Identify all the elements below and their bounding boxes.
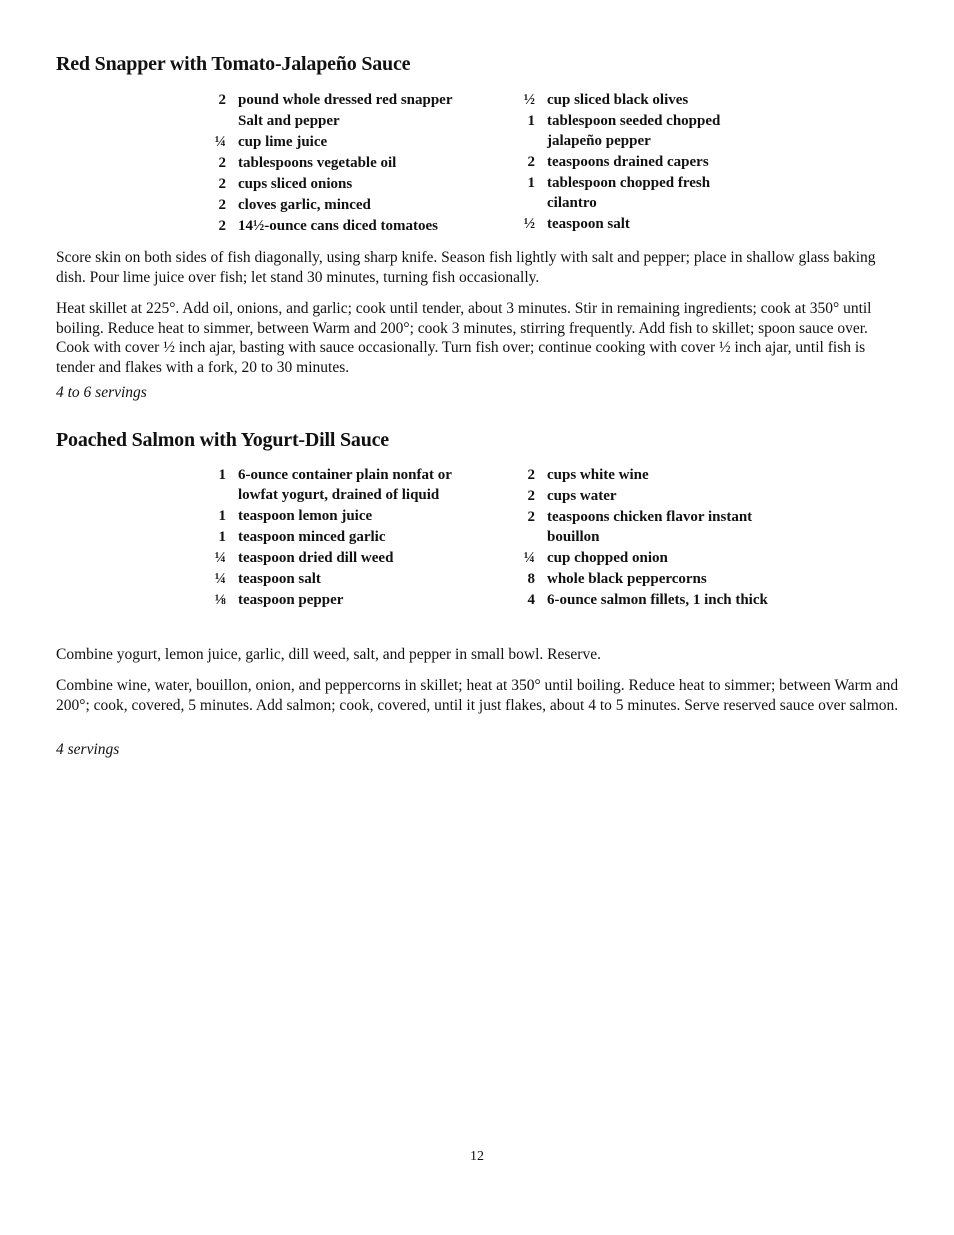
ingredient-text: cloves garlic, minced (238, 197, 371, 213)
ingredient-text: teaspoon lemon juice (238, 508, 373, 524)
ingredients-right-red-snapper (509, 90, 744, 235)
ingredient-text: teaspoon salt (238, 571, 321, 587)
ingredient-qty: 8 (527, 571, 535, 587)
recipe-step: Combine yogurt, lemon juice, garlic, dill weed, salt, and pepper in small bowl. Reserve. (56, 646, 601, 663)
ingredient-text: pound whole dressed red snapper (238, 92, 453, 108)
ingredient-item (200, 216, 460, 236)
recipe-title-red-snapper: Red Snapper with Tomato-Jalapeño Sauce (56, 53, 411, 75)
ingredient-qty: 2 (527, 467, 535, 483)
ingredient-text: cups sliced onions (238, 176, 353, 192)
ingredient-qty: 2 (218, 176, 226, 192)
ingredient-qty: 2 (218, 92, 226, 108)
ingredient-qty: ¼ (214, 134, 226, 150)
ingredient-text: teaspoons drained capers (547, 154, 709, 170)
ingredient-qty: ¼ (214, 571, 226, 587)
ingredient-text: 6-ounce container plain nonfat or lowfat yogurt, drained of liquid (238, 467, 452, 503)
ingredient-item (509, 507, 771, 547)
ingredient-item (509, 569, 771, 589)
ingredient-text: tablespoon seeded chopped jalapeño pepper (547, 113, 721, 149)
ingredient-qty: ⅛ (214, 592, 226, 608)
ingredient-item (200, 111, 460, 131)
ingredient-text: teaspoon dried dill weed (238, 550, 394, 566)
ingredients-right-poached-salmon (509, 465, 771, 611)
ingredient-text: cups water (547, 488, 617, 504)
ingredient-item (200, 506, 455, 526)
ingredient-item (200, 465, 455, 505)
ingredient-qty (200, 111, 226, 131)
ingredient-text: teaspoon salt (547, 216, 630, 232)
ingredient-text: teaspoon pepper (238, 592, 344, 608)
ingredient-item (200, 153, 460, 173)
ingredient-item (200, 569, 455, 589)
ingredient-text: tablespoons vegetable oil (238, 155, 397, 171)
ingredient-item (200, 132, 460, 152)
ingredient-qty: ½ (523, 92, 535, 108)
ingredient-item (509, 152, 744, 172)
page-number: 12 (470, 1149, 484, 1164)
ingredient-qty: 2 (527, 509, 535, 525)
ingredient-qty: 2 (527, 488, 535, 504)
ingredient-text: cups white wine (547, 467, 649, 483)
servings-note: 4 servings (56, 741, 120, 758)
ingredient-item (509, 173, 744, 213)
ingredient-text: cup chopped onion (547, 550, 668, 566)
ingredients-left-poached-salmon (200, 465, 455, 611)
ingredient-qty: 2 (218, 218, 226, 234)
recipe-title-poached-salmon: Poached Salmon with Yogurt-Dill Sauce (56, 429, 389, 451)
ingredient-item (509, 90, 744, 110)
ingredient-qty: ¼ (523, 550, 535, 566)
ingredient-text: teaspoon minced garlic (238, 529, 386, 545)
ingredient-item (509, 465, 771, 485)
servings-note: 4 to 6 servings (56, 384, 147, 401)
ingredient-qty: 1 (218, 508, 226, 524)
ingredient-qty: 4 (527, 592, 535, 608)
ingredient-text: 6-ounce salmon fillets, 1 inch thick (547, 592, 768, 608)
recipe-step: Combine wine, water, bouillon, onion, and peppercorns in skillet; heat at 350° until boiling. Reduce heat to simmer; between Warm and 200°; cook, covered, 5 minutes. Add salmon; cook, covered, until it just flakes, about 4 to 5 minutes. Serve reserved sauce over salmon. (56, 677, 899, 714)
ingredient-item (509, 548, 771, 568)
ingredient-qty: 1 (218, 529, 226, 545)
ingredient-item (200, 195, 460, 215)
recipe-step: Score skin on both sides of fish diagonally, using sharp knife. Season fish lightly with salt and pepper; place in shallow glass baking dish. Pour lime juice over fish; let stand 30 minutes, turning fish occasionally. (56, 249, 876, 286)
ingredient-qty: 2 (527, 154, 535, 170)
ingredient-item (200, 548, 455, 568)
recipe-step: Heat skillet at 225°. Add oil, onions, and garlic; cook until tender, about 3 minutes. Stir in remaining ingredients; cook at 350° until boiling. Reduce heat to simmer, between Warm and 200°; cook 3 minutes, stirring frequently. Add fish to skillet; spoon sauce over. Cook with cover ½ inch ajar, basting with sauce occasionally. Turn fish over; continue cooking with cover ½ inch ajar, until fish is tender and flakes with a fork, 20 to 30 minutes. (56, 300, 872, 376)
ingredient-qty: 1 (527, 113, 535, 129)
ingredient-text: Salt and pepper (238, 113, 340, 129)
ingredient-item (200, 90, 460, 110)
ingredient-item (200, 174, 460, 194)
ingredient-item (509, 214, 744, 234)
ingredient-qty: 2 (218, 197, 226, 213)
ingredient-qty: ¼ (214, 550, 226, 566)
ingredient-text: teaspoons chicken flavor instant bouillon (547, 509, 753, 545)
ingredient-item (509, 590, 771, 610)
ingredient-item (200, 527, 455, 547)
ingredient-text: cup lime juice (238, 134, 328, 150)
ingredient-qty: 2 (218, 155, 226, 171)
ingredient-text: cup sliced black olives (547, 92, 689, 108)
ingredient-qty: 1 (527, 175, 535, 191)
ingredient-text: tablespoon chopped fresh cilantro (547, 175, 711, 211)
ingredients-left-red-snapper (200, 90, 460, 237)
ingredient-qty: ½ (523, 216, 535, 232)
ingredient-item (509, 111, 744, 151)
ingredient-item (200, 590, 455, 610)
ingredient-qty: 1 (218, 467, 226, 483)
ingredient-text: whole black peppercorns (547, 571, 707, 587)
ingredient-text: 14½-ounce cans diced tomatoes (238, 218, 438, 234)
ingredient-item (509, 486, 771, 506)
